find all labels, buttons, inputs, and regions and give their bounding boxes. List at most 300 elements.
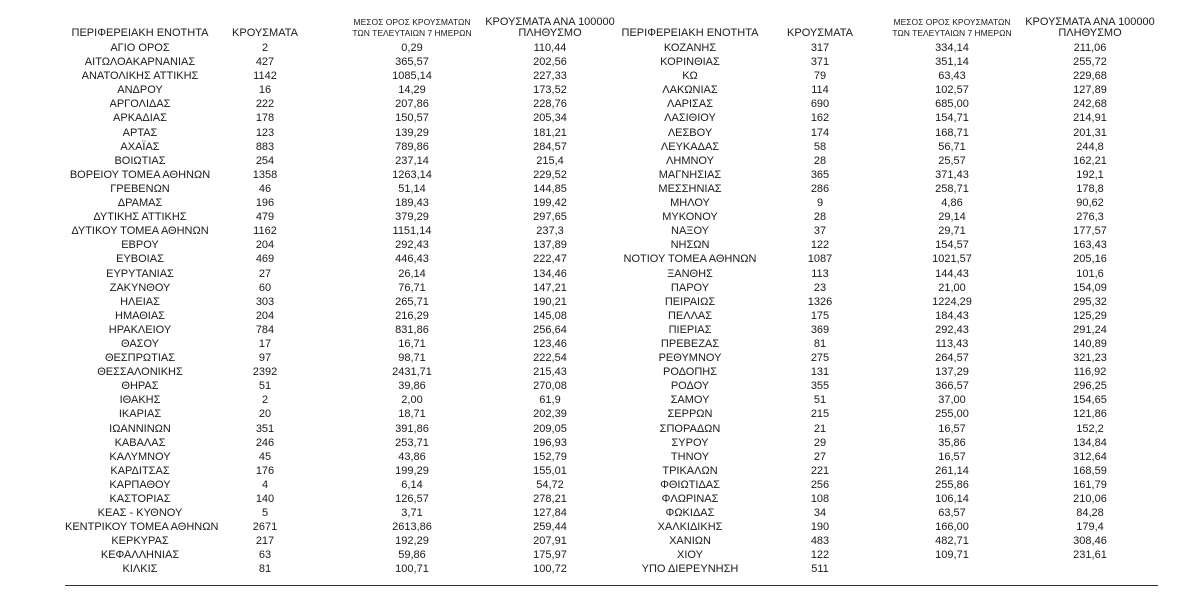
avg-cell: 109,71 — [935, 549, 969, 562]
avg-cell: 379,29 — [395, 211, 429, 224]
cases-cell: 46 — [258, 182, 272, 195]
cases-cell: 427 — [255, 56, 275, 69]
table-row — [65, 450, 625, 464]
avg-cell: 139,29 — [395, 126, 429, 139]
table-row — [65, 238, 625, 252]
per100k-cell: 256,64 — [533, 323, 567, 336]
avg-cell: 106,14 — [935, 493, 969, 505]
cases-cell: 29 — [813, 436, 827, 449]
table-row — [65, 534, 625, 548]
cases-cell: 123 — [255, 126, 275, 139]
cases-cell: 1358 — [252, 168, 278, 181]
cases-cell: 286 — [810, 182, 830, 195]
region-cell: ΕΥΡΥΤΑΝΙΑΣ — [106, 267, 174, 280]
avg-cell: 56,71 — [938, 140, 966, 153]
avg-cell: 144,43 — [935, 267, 969, 280]
per100k-cell: 123,46 — [533, 337, 567, 350]
region-cell: ΛΕΣΒΟΥ — [667, 126, 713, 139]
cases-cell: 2 — [261, 42, 269, 54]
avg-cell: 371,43 — [935, 168, 969, 181]
table-row — [65, 83, 625, 97]
table-row — [65, 196, 625, 210]
per100k-cell: 61,9 — [539, 394, 561, 407]
avg-cell: 2613,86 — [392, 521, 432, 534]
per100k-cell: 202,56 — [533, 56, 567, 69]
avg-cell: 113,43 — [935, 337, 969, 350]
cases-cell: 34 — [813, 507, 827, 520]
region-cell: ΚΩ — [682, 70, 698, 83]
per100k-cell: 110,44 — [533, 42, 567, 54]
region-cell: ΑΡΓΟΛΙΔΑΣ — [109, 98, 171, 111]
region-cell: ΑΓΙΟ ΟΡΟΣ — [110, 42, 170, 54]
per100k-cell: 84,28 — [1076, 507, 1104, 520]
table-row — [65, 281, 625, 295]
per100k-cell: 54,72 — [536, 478, 564, 491]
region-cell: ΚΕΦΑΛΛΗΝΙΑΣ — [100, 549, 180, 562]
cases-cell: 108 — [810, 493, 830, 505]
table-row — [620, 478, 1160, 492]
cases-cell: 174 — [810, 126, 830, 139]
table-row — [620, 238, 1160, 252]
region-cell: ΓΡΕΒΕΝΩΝ — [110, 182, 170, 195]
avg-cell: 37,00 — [938, 394, 966, 407]
cases-cell: 21 — [813, 422, 827, 435]
table-row — [65, 464, 625, 478]
cases-cell: 2392 — [252, 366, 278, 379]
table-row — [620, 55, 1160, 69]
avg-cell: 0,29 — [401, 42, 423, 54]
cases-cell: 60 — [258, 281, 272, 294]
header-row — [620, 12, 1160, 41]
cases-cell: 176 — [255, 464, 275, 477]
region-cell: ΚΕΡΚΥΡΑΣ — [111, 535, 169, 548]
table-row — [620, 365, 1160, 379]
region-cell: ΒΟΙΩΤΙΑΣ — [114, 154, 166, 167]
region-cell: ΗΜΑΘΙΑΣ — [115, 309, 165, 322]
cases-cell: 483 — [810, 535, 830, 548]
avg-cell: 207,86 — [395, 98, 429, 111]
avg-cell: 59,86 — [398, 549, 426, 562]
avg-cell: 334,14 — [935, 42, 969, 54]
cases-cell: 351 — [255, 422, 275, 435]
cases-cell: 317 — [810, 42, 830, 54]
cases-cell: 20 — [258, 408, 272, 421]
avg-cell: 76,71 — [398, 281, 426, 294]
avg-cell: 16,71 — [398, 337, 426, 350]
cases-cell: 303 — [255, 295, 275, 308]
per100k-cell: 155,01 — [533, 464, 567, 477]
per100k-cell: 161,79 — [1073, 478, 1107, 491]
per100k-cell: 101,6 — [1076, 267, 1104, 280]
region-cell: ΥΠΟ ΔΙΕΡΕΥΝΗΣΗ — [641, 563, 739, 576]
avg-cell: 446,43 — [395, 253, 429, 266]
per100k-cell: 215,4 — [536, 154, 564, 167]
table-row — [65, 140, 625, 154]
region-cell: ΑΡΤΑΣ — [122, 126, 158, 139]
region-cell: ΞΑΝΘΗΣ — [667, 267, 713, 280]
per100k-cell: 90,62 — [1076, 197, 1104, 210]
per100k-cell: 163,43 — [1073, 239, 1107, 252]
region-cell: ΘΕΣΠΡΩΤΙΑΣ — [104, 352, 176, 365]
table-row — [65, 393, 625, 407]
cases-cell: 196 — [255, 197, 275, 210]
table-row — [620, 436, 1160, 450]
per100k-cell: 177,57 — [1073, 225, 1107, 238]
per100k-cell: 152,79 — [533, 450, 567, 463]
avg-cell: 63,43 — [938, 70, 966, 83]
region-cell: ΚΑΣΤΟΡΙΑΣ — [109, 493, 171, 505]
region-cell: ΚΟΖΑΝΗΣ — [663, 42, 717, 54]
avg-cell: 255,00 — [935, 408, 969, 421]
cases-cell: 365 — [810, 168, 830, 181]
cases-cell: 45 — [258, 450, 272, 463]
region-cell: ΚΑΡΔΙΤΣΑΣ — [110, 464, 170, 477]
avg-cell: 482,71 — [935, 535, 969, 548]
per100k-cell: 228,76 — [533, 98, 567, 111]
per100k-cell: 312,64 — [1073, 450, 1107, 463]
cases-cell: 2671 — [252, 521, 278, 534]
table-row — [65, 562, 625, 576]
cases-cell: 469 — [255, 253, 275, 266]
table-row — [620, 351, 1160, 365]
avg-cell: 261,14 — [935, 464, 969, 477]
region-cell: ΔΥΤΙΚΗΣ ΑΤΤΙΚΗΣ — [93, 211, 187, 224]
avg-cell: 4,86 — [941, 197, 963, 210]
region-cell: ΚΑΒΑΛΑΣ — [114, 436, 166, 449]
per100k-cell: 321,23 — [1073, 352, 1107, 365]
table-row — [620, 534, 1160, 548]
per100k-cell: 154,09 — [1073, 281, 1107, 294]
table-row — [620, 492, 1160, 506]
table-row — [65, 267, 625, 281]
avg-cell: 258,71 — [935, 182, 969, 195]
avg-cell: 1263,14 — [392, 168, 432, 181]
region-cell: ΛΑΡΙΣΑΣ — [666, 98, 713, 111]
header-cases: ΚΡΟΥΣΜΑΤΑ — [787, 27, 853, 39]
avg-cell: 366,57 — [935, 380, 969, 393]
region-cell: ΦΛΩΡΙΝΑΣ — [661, 493, 719, 505]
cases-cell: 162 — [810, 112, 830, 125]
table-row — [620, 267, 1160, 281]
region-cell: ΣΥΡΟΥ — [671, 436, 709, 449]
region-cell: ΦΘΙΩΤΙΔΑΣ — [660, 478, 720, 491]
cases-cell: 190 — [810, 521, 830, 534]
region-cell: ΜΕΣΣΗΝΙΑΣ — [658, 182, 722, 195]
cases-cell: 27 — [258, 267, 272, 280]
table-row — [620, 97, 1160, 111]
table-row — [65, 224, 625, 238]
cases-cell: 28 — [813, 154, 827, 167]
table-row — [620, 337, 1160, 351]
table-row — [620, 548, 1160, 562]
region-cell: ΝΟΤΙΟΥ ΤΟΜΕΑ ΑΘΗΝΩΝ — [623, 253, 757, 266]
left-table-body — [65, 41, 625, 577]
region-cell: ΧΙΟΥ — [677, 549, 703, 562]
region-cell: ΜΑΓΝΗΣΙΑΣ — [658, 168, 722, 181]
table-row — [65, 492, 625, 506]
region-cell: ΕΒΡΟΥ — [121, 239, 159, 252]
avg-cell: 150,57 — [395, 112, 429, 125]
per100k-cell: 134,84 — [1073, 436, 1107, 449]
cases-cell: 113 — [811, 267, 829, 280]
region-cell: ΠΙΕΡΙΑΣ — [668, 323, 712, 336]
cases-cell: 4 — [261, 478, 269, 491]
avg-cell: 184,43 — [935, 309, 969, 322]
per100k-cell: 100,72 — [533, 563, 567, 576]
region-cell: ΠΕΛΛΑΣ — [667, 309, 713, 322]
table-row — [65, 41, 625, 55]
cases-cell: 122 — [810, 239, 830, 252]
table-row — [65, 548, 625, 562]
per100k-cell: 205,16 — [1073, 253, 1107, 266]
per100k-cell: 211,06 — [1073, 42, 1107, 54]
cases-cell: 221 — [810, 464, 830, 477]
header-region: ΠΕΡΙΦΕΡΕΙΑΚΗ ΕΝΟΤΗΤΑ — [71, 27, 209, 39]
region-cell: ΣΕΡΡΩΝ — [667, 408, 713, 421]
region-cell: ΚΑΛΥΜΝΟΥ — [109, 450, 171, 463]
cases-cell: 37 — [813, 225, 827, 238]
region-cell: ΑΝΑΤΟΛΙΚΗΣ ΑΤΤΙΚΗΣ — [81, 70, 199, 83]
table-row — [65, 323, 625, 337]
per100k-cell: 127,84 — [533, 507, 567, 520]
per100k-cell: 295,32 — [1073, 295, 1107, 308]
region-cell: ΠΡΕΒΕΖΑΣ — [660, 337, 720, 350]
cases-cell: 784 — [255, 323, 275, 336]
region-cell: ΣΑΜΟΥ — [670, 394, 710, 407]
cases-cell: 97 — [258, 352, 272, 365]
right-table-body — [620, 41, 1160, 577]
per100k-cell: 192,1 — [1076, 168, 1104, 181]
region-cell: ΠΑΡΟΥ — [670, 281, 710, 294]
cases-cell: 58 — [813, 140, 827, 153]
avg-cell: 166,00 — [935, 521, 969, 534]
table-row — [620, 295, 1160, 309]
cases-cell: 215 — [810, 408, 830, 421]
table-row — [620, 83, 1160, 97]
cases-cell: 1326 — [807, 295, 833, 308]
table-row — [65, 407, 625, 421]
cases-cell: 81 — [813, 337, 827, 350]
cases-cell: 63 — [258, 549, 272, 562]
cases-cell: 204 — [255, 309, 275, 322]
region-cell: ΘΑΣΟΥ — [120, 337, 160, 350]
avg-cell: 43,86 — [398, 450, 426, 463]
avg-cell: 98,71 — [398, 352, 426, 365]
region-cell: ΕΥΒΟΙΑΣ — [116, 253, 164, 266]
per100k-cell: 190,21 — [533, 295, 567, 308]
table-row — [65, 436, 625, 450]
avg-cell: 51,14 — [398, 182, 426, 195]
avg-cell: 35,86 — [938, 436, 966, 449]
avg-cell: 789,86 — [395, 140, 429, 153]
cases-cell: 222 — [255, 98, 275, 111]
table-row — [65, 154, 625, 168]
avg-cell: 292,43 — [935, 323, 969, 336]
per100k-cell: 140,89 — [1073, 337, 1107, 350]
per100k-cell: 291,24 — [1073, 323, 1107, 336]
region-cell: ΡΕΘΥΜΝΟΥ — [658, 352, 722, 365]
region-cell: ΛΑΚΩΝΙΑΣ — [662, 84, 718, 97]
table-row — [65, 252, 625, 266]
avg-cell: 25,57 — [938, 154, 966, 167]
cases-cell: 690 — [810, 98, 830, 111]
left-table — [65, 12, 625, 577]
table-row — [620, 450, 1160, 464]
per100k-cell: 244,8 — [1076, 140, 1104, 153]
region-cell: ΗΡΑΚΛΕΙΟΥ — [108, 323, 172, 336]
region-cell: ΘΕΣΣΑΛΟΝΙΚΗΣ — [97, 366, 183, 379]
region-cell: ΝΗΣΩΝ — [670, 239, 710, 252]
cases-cell: 79 — [813, 70, 827, 83]
cases-cell: 140 — [255, 493, 275, 505]
table-row — [65, 97, 625, 111]
per100k-cell: 168,59 — [1073, 464, 1107, 477]
per100k-cell: 121,86 — [1073, 408, 1107, 421]
avg-cell: 16,57 — [938, 422, 966, 435]
table-row — [620, 182, 1160, 196]
avg-cell: 237,14 — [395, 154, 429, 167]
region-cell: ΖΑΚΥΝΘΟΥ — [109, 281, 171, 294]
cases-cell: 883 — [255, 140, 275, 153]
cases-cell: 23 — [813, 281, 827, 294]
region-cell: ΧΑΛΚΙΔΙΚΗΣ — [657, 521, 723, 534]
avg-cell: 255,86 — [935, 478, 969, 491]
per100k-cell: 202,39 — [533, 408, 567, 421]
cases-cell: 1162 — [253, 225, 277, 238]
cases-cell: 2 — [261, 394, 269, 407]
per100k-cell: 179,4 — [1076, 521, 1104, 534]
per100k-cell: 196,93 — [533, 436, 567, 449]
table-row — [65, 295, 625, 309]
per100k-cell: 227,33 — [533, 70, 567, 83]
region-cell: ΔΥΤΙΚΟΥ ΤΟΜΕΑ ΑΘΗΝΩΝ — [71, 225, 209, 238]
cases-cell: 122 — [810, 549, 830, 562]
table-row — [620, 464, 1160, 478]
region-cell: ΛΑΣΙΘΙΟΥ — [664, 112, 716, 125]
per100k-cell: 242,68 — [1073, 98, 1107, 111]
per100k-cell: 154,65 — [1073, 394, 1107, 407]
avg-cell: 39,86 — [398, 380, 426, 393]
per100k-cell: 199,42 — [533, 197, 567, 210]
table-row — [65, 506, 625, 520]
avg-cell: 21,00 — [938, 281, 966, 294]
avg-cell: 100,71 — [395, 563, 429, 576]
region-cell: ΤΡΙΚΑΛΩΝ — [662, 464, 718, 477]
region-cell: ΝΑΞΟΥ — [671, 225, 709, 238]
per100k-cell: 134,46 — [533, 267, 567, 280]
cases-cell: 51 — [813, 394, 827, 407]
avg-cell: 1021,57 — [932, 253, 972, 266]
table-row — [65, 55, 625, 69]
table-row — [620, 168, 1160, 182]
table-row — [620, 224, 1160, 238]
header-per100k: ΚΡΟΥΣΜΑΤΑ ΑΝΑ 100000 ΠΛΗΘΥΣΜΟ — [485, 16, 615, 39]
region-cell: ΙΚΑΡΙΑΣ — [118, 408, 162, 421]
table-row — [65, 365, 625, 379]
cases-cell: 256 — [810, 478, 830, 491]
per100k-cell: 137,89 — [533, 239, 567, 252]
table-row — [620, 210, 1160, 224]
per100k-cell: 181,21 — [533, 126, 567, 139]
per100k-cell: 284,57 — [533, 140, 567, 153]
avg-cell: 199,29 — [395, 464, 429, 477]
table-row — [620, 323, 1160, 337]
region-cell: ΙΩΑΝΝΙΝΩΝ — [109, 422, 171, 435]
region-cell: ΒΟΡΕΙΟΥ ΤΟΜΕΑ ΑΘΗΝΩΝ — [69, 168, 211, 181]
region-cell: ΔΡΑΜΑΣ — [117, 197, 163, 210]
region-cell: ΠΕΙΡΑΙΩΣ — [664, 295, 716, 308]
per100k-cell: 145,08 — [533, 309, 567, 322]
per100k-cell: 178,8 — [1076, 182, 1104, 195]
cases-cell: 371 — [810, 56, 830, 69]
per100k-cell: 173,52 — [533, 84, 567, 97]
table-row — [620, 196, 1160, 210]
avg-cell: 265,71 — [395, 295, 429, 308]
table-row — [65, 69, 625, 83]
header-per100k: ΚΡΟΥΣΜΑΤΑ ΑΝΑ 100000 ΠΛΗΘΥΣΜΟ — [1025, 16, 1155, 39]
cases-cell: 178 — [255, 112, 275, 125]
avg-cell: 685,00 — [935, 98, 969, 111]
region-cell: ΗΛΕΙΑΣ — [120, 295, 160, 308]
region-cell: ΘΗΡΑΣ — [121, 380, 159, 393]
per100k-cell: 222,47 — [533, 253, 567, 266]
region-cell: ΤΗΝΟΥ — [670, 450, 710, 463]
avg-cell: 126,57 — [395, 493, 429, 505]
cases-cell: 27 — [813, 450, 827, 463]
per100k-cell: 270,08 — [533, 380, 567, 393]
cases-cell: 1087 — [807, 253, 833, 266]
table-row — [620, 41, 1160, 55]
table-row — [65, 210, 625, 224]
avg-cell: 365,57 — [395, 56, 429, 69]
per100k-cell: 231,61 — [1073, 549, 1107, 562]
per100k-cell: 209,05 — [533, 422, 567, 435]
table-row — [620, 422, 1160, 436]
per100k-cell: 215,43 — [533, 366, 567, 379]
cases-cell: 217 — [255, 535, 275, 548]
region-cell: ΡΟΔΟΠΗΣ — [662, 366, 718, 379]
cases-cell: 246 — [255, 436, 275, 449]
avg-cell: 137,29 — [935, 366, 969, 379]
cases-cell: 9 — [816, 197, 824, 210]
table-row — [620, 140, 1160, 154]
table-row — [620, 520, 1160, 534]
per100k-cell: 229,52 — [533, 168, 567, 181]
table-row — [65, 309, 625, 323]
table-row — [65, 422, 625, 436]
bottom-divider — [65, 585, 1158, 586]
region-cell: ΚΕΑΣ - ΚΥΘΝΟΥ — [97, 507, 183, 520]
cases-cell: 175 — [810, 309, 830, 322]
avg-cell: 1224,29 — [932, 295, 972, 308]
per100k-cell: 296,25 — [1073, 380, 1107, 393]
per100k-cell: 222,54 — [533, 352, 567, 365]
table-row — [65, 379, 625, 393]
table-row — [620, 393, 1160, 407]
region-cell: ΜΗΛΟΥ — [670, 197, 710, 210]
avg-cell: 189,43 — [395, 197, 429, 210]
avg-cell: 154,57 — [935, 239, 969, 252]
header-region: ΠΕΡΙΦΕΡΕΙΑΚΗ ΕΝΟΤΗΤΑ — [621, 27, 759, 39]
per100k-cell: 214,91 — [1073, 112, 1107, 125]
cases-cell: 254 — [255, 154, 275, 167]
per100k-cell: 229,68 — [1073, 70, 1107, 83]
region-cell: ΚΑΡΠΑΘΟΥ — [109, 478, 171, 491]
per100k-cell: 125,29 — [1073, 309, 1107, 322]
avg-cell: 29,14 — [938, 211, 966, 224]
avg-cell: 6,14 — [401, 478, 423, 491]
avg-cell: 2,00 — [401, 394, 423, 407]
